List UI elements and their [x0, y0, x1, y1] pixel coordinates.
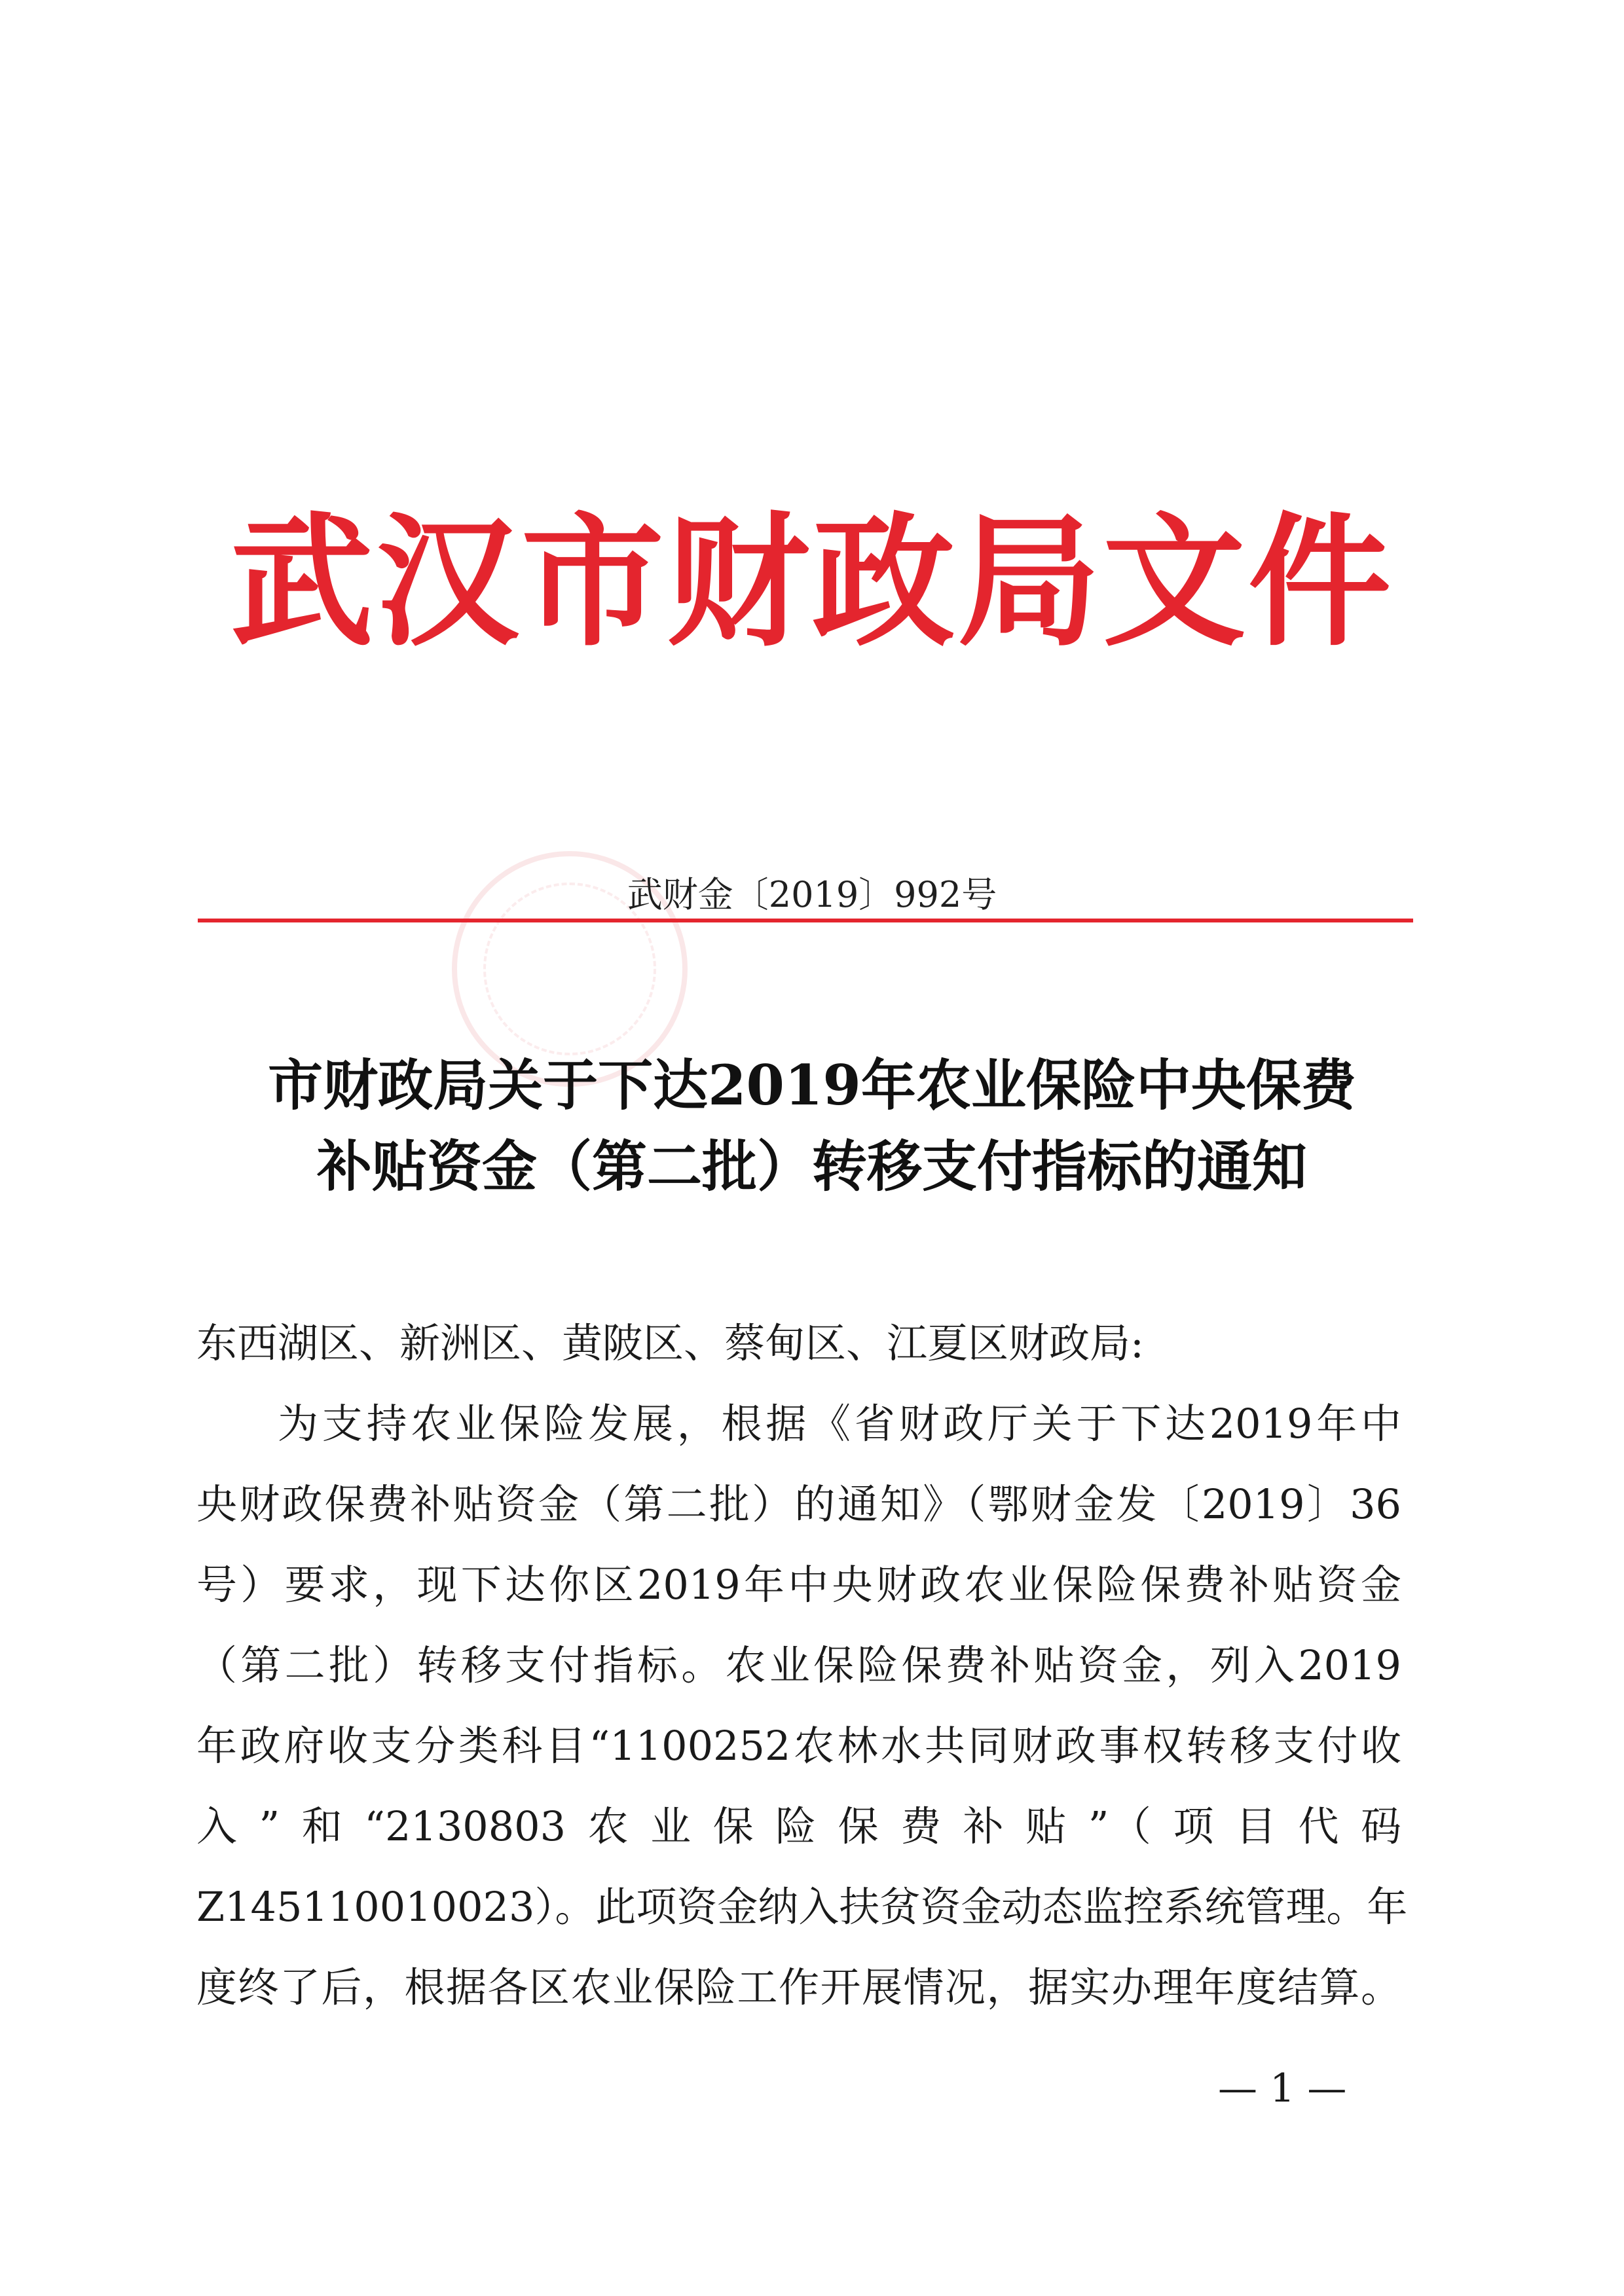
body-line-7: Z145110010023）。此项资金纳入扶贫资金动态监控系统管理。年 [196, 1883, 1408, 1931]
document-title-line-2: 补贴资金（第二批）转移支付指标的通知 [316, 1134, 1307, 1199]
body-line-8: 度终了后，根据各区农业保险工作开展情况，据实办理年度结算。 [196, 1963, 1401, 2011]
red-separator-line [198, 919, 1413, 922]
body-line-1: 为支持农业保险发展，根据《省财政厅关于下达2019年中 [278, 1400, 1401, 1448]
document-number: 武财金〔2019〕992号 [627, 874, 997, 915]
document-body [196, 1303, 1408, 2028]
document-title [196, 1045, 1428, 1207]
body-line-5: 年政府收支分类科目“1100252农林水共同财政事权转移支付收 [196, 1722, 1401, 1770]
body-line-6: 入”和“2130803农业保险保费补贴”（项目代码 [196, 1802, 1401, 1850]
org-header-title: 武汉市财政局文件 [231, 498, 1393, 666]
body-line-2: 央财政保费补贴资金（第二批）的通知》（鄂财金发〔2019〕36 [196, 1480, 1401, 1528]
body-line-4: （第二批）转移支付指标。农业保险保费补贴资金，列入2019 [196, 1641, 1401, 1689]
salutation: 东西湖区、新洲区、黄陂区、蔡甸区、江夏区财政局: [196, 1319, 1144, 1367]
page-number: — 1 — [1218, 2066, 1347, 2111]
body-line-3: 号）要求，现下达你区2019年中央财政农业保险保费补贴资金 [196, 1561, 1401, 1609]
document-title-line-1: 市财政局关于下达2019年农业保险中央保费 [268, 1053, 1356, 1118]
